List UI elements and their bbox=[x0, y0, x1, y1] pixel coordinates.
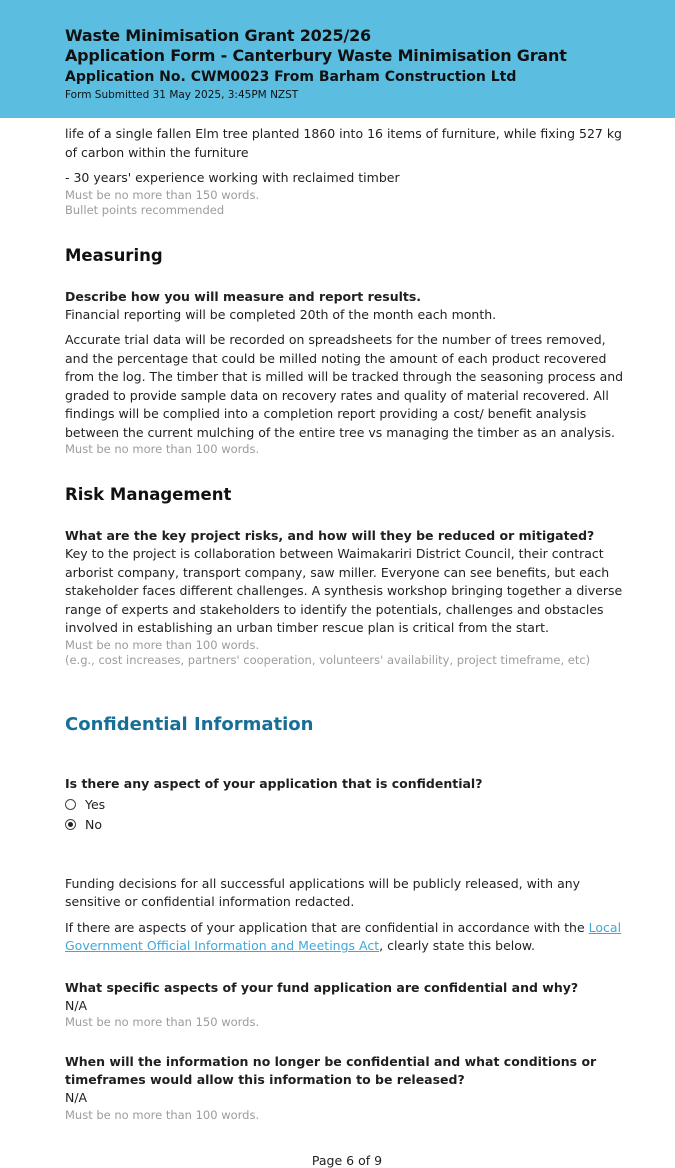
question-confidential-aspects-why: What specific aspects of your fund application are confidential and why? bbox=[65, 979, 579, 995]
question-project-risks: What are the key project risks, and how will they be reduced or mitigated? bbox=[65, 528, 595, 543]
bullet-points-hint: Bullet points recommended bbox=[65, 202, 225, 217]
application-number: Application No. CWM0023 From Barham Construction Ltd bbox=[65, 69, 517, 85]
answer-confidential-aspects: N/A bbox=[65, 997, 88, 1013]
word-limit-hint: Must be no more than 150 words. bbox=[65, 1015, 260, 1029]
word-limit-hint: Must be no more than 100 words. bbox=[65, 637, 260, 652]
answer-measuring-paragraph: Accurate trial data will be recorded on spreadsheets for the number of trees removed, and the percentage that could be milled noting the amount of each product recovered from the log. The timber that is milled will be tracked through the seasoning process and graded to provide sample data on recovery rates and quality of material recovered. All findings will be complied into a completion report providing a cost/ benefit analysis between the current mulching of the entire tree vs managing the timber as an analysis. bbox=[65, 332, 624, 440]
loimga-paragraph-suffix: , clearly state this below. bbox=[379, 938, 535, 953]
answer-confidential-timeframe: N/A bbox=[65, 1090, 88, 1105]
submission-timestamp: Form Submitted 31 May 2025, 3:45PM NZST bbox=[65, 89, 299, 101]
answer-measuring-line1: Financial reporting will be completed 20th of the month each month. bbox=[65, 306, 497, 322]
section-heading-confidential-information: Confidential Information bbox=[65, 713, 314, 735]
word-limit-hint: Must be no more than 150 words. bbox=[65, 187, 260, 202]
question-measure-report: Describe how you will measure and report results. bbox=[65, 288, 422, 304]
funding-decisions-paragraph: Funding decisions for all successful applications will be publicly released, with any sensitive or confidential information redacted. bbox=[65, 875, 581, 909]
previous-answer-bullet: - 30 years' experience working with reclaimed timber bbox=[65, 170, 400, 185]
risk-examples-hint: (e.g., cost increases, partners' cooperation, volunteers' availability, project timeframe, etc) bbox=[65, 652, 591, 667]
form-body bbox=[0, 125, 675, 1168]
word-limit-hint: Must be no more than 100 words. bbox=[65, 442, 260, 456]
loimga-paragraph bbox=[65, 919, 629, 956]
radio-yes-control[interactable] bbox=[65, 799, 76, 810]
question-confidential-timeframe: When will the information no longer be confidential and what conditions or timeframes would allow this information to be released? bbox=[65, 1054, 597, 1087]
question-confidential-aspect: Is there any aspect of your application that is confidential? bbox=[65, 775, 483, 791]
answer-risk-paragraph: Key to the project is collaboration between Waimakariri District Council, their contract arborist company, transport company, saw miller. Everyone can see benefits, but each stakeholder faces different challenges. A synthesis workshop bringing together a diverse range of experts and stakeholders to identify the potentials, challenges and obstacles involved in establishing an urban timber rescue plan is critical from the start. bbox=[65, 546, 623, 635]
loimga-paragraph-prefix: If there are aspects of your application that are confidential in accordance with the bbox=[65, 919, 589, 935]
section-heading-risk-management: Risk Management bbox=[65, 485, 232, 504]
radio-no-label[interactable]: No bbox=[85, 816, 102, 832]
radio-no-control[interactable] bbox=[65, 819, 76, 830]
word-limit-hint: Must be no more than 100 words. bbox=[65, 1107, 260, 1122]
radio-option-yes[interactable] bbox=[65, 797, 629, 813]
header-band bbox=[0, 0, 675, 118]
page-indicator: Page 6 of 9 bbox=[311, 1152, 383, 1168]
form-title-line2: Application Form - Canterbury Waste Minimisation Grant bbox=[65, 46, 567, 65]
form-title-line1: Waste Minimisation Grant 2025/26 bbox=[65, 26, 371, 45]
section-heading-measuring: Measuring bbox=[65, 245, 163, 265]
radio-yes-label[interactable]: Yes bbox=[85, 796, 106, 812]
loimga-act-link[interactable]: Local Government Official Information and Meetings Act bbox=[65, 919, 622, 953]
radio-option-no[interactable] bbox=[65, 817, 629, 833]
section-gap bbox=[65, 833, 629, 875]
previous-answer-continuation: life of a single fallen Elm tree planted 1860 into 16 items of furniture, while fixing 527 kg of carbon within the furniture bbox=[65, 126, 622, 160]
